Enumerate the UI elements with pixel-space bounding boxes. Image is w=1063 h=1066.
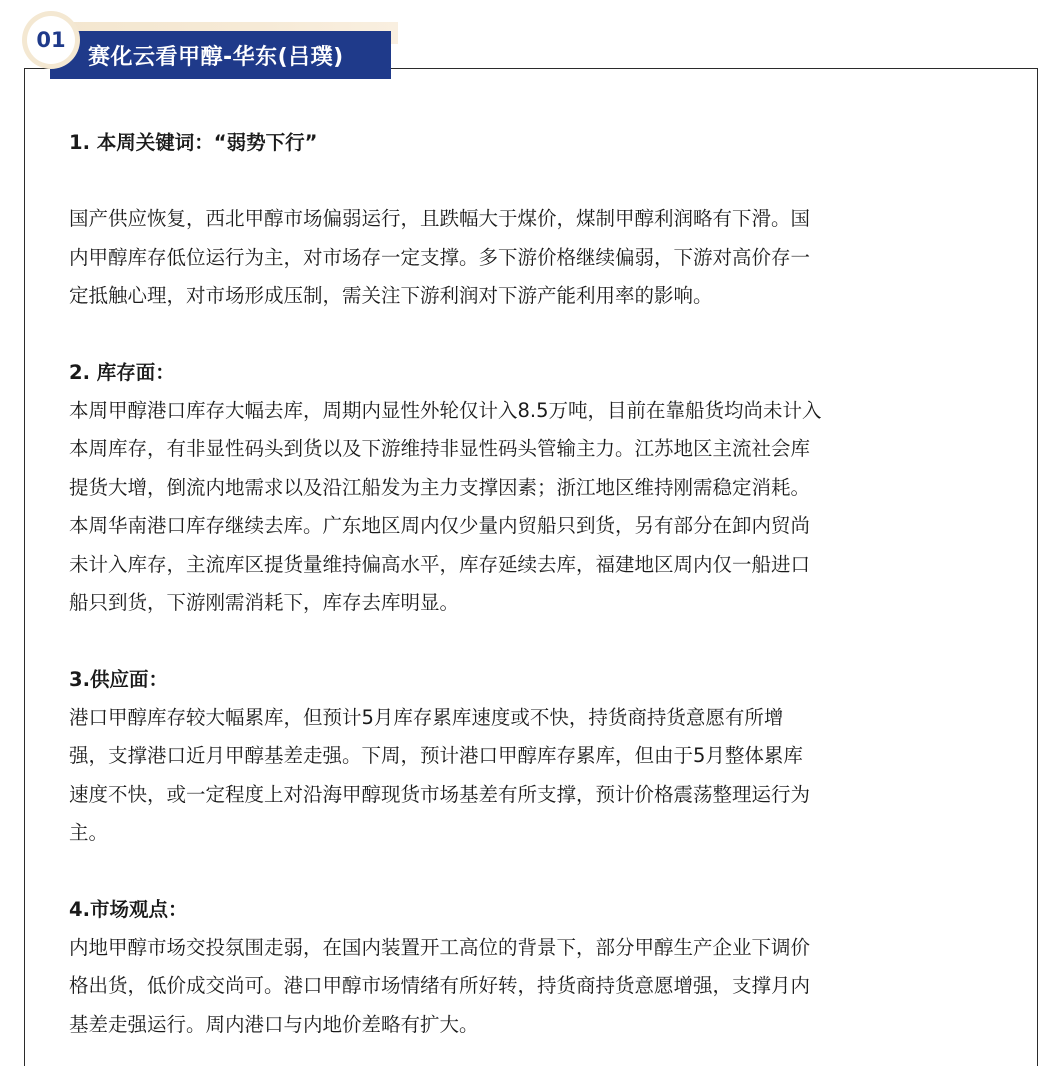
paragraph-line: 船只到货，下游刚需消耗下，库存去库明显。 (69, 591, 460, 614)
header-title: 赛化云看甲醇-华东(吕璞) (88, 44, 344, 70)
paragraph-line: 内地甲醇市场交投氛围走弱，在国内装置开工高位的背景下，部分甲醇生产企业下调价 (69, 935, 811, 959)
paragraph-line: 主。 (69, 821, 109, 844)
paragraph-line: 格出货，低价成交尚可。港口甲醇市场情绪有所好转，持货商持货意愿增强，支撑月内 (69, 974, 811, 997)
paragraph-line: 本周库存，有非显性码头到货以及下游维持非显性码头管输主力。江苏地区主流社会库 (69, 437, 811, 460)
paragraph-line: 基差走强运行。周内港口与内地价差略有扩大。 (69, 1012, 479, 1036)
header-bar (50, 31, 391, 79)
badge-number: 01 (27, 16, 75, 64)
paragraph-line: 强，支撑港口近月甲醇基差走强。下周，预计港口甲醇库存累库，但由于5月整体累库 (69, 744, 803, 767)
paragraph-line: 速度不快，或一定程度上对沿海甲醇现货市场基差有所支撑，预计价格震荡整理运行为 (69, 782, 811, 806)
paragraph-line: 本周华南港口库存继续去库。广东地区周内仅少量内贸船只到货，另有部分在卸内贸尚 (69, 514, 811, 537)
section-title-market-view: 4.市场观点： (69, 897, 188, 921)
article-body (69, 124, 999, 1044)
paragraph-line: 定抵触心理，对市场形成压制，需关注下游利润对下游产能利用率的影响。 (69, 284, 713, 307)
section-title-supply: 3.供应面： (69, 667, 168, 691)
section-title-keywords: 1. 本周关键词：“弱势下行” (69, 131, 318, 154)
paragraph-line: 提货大增，倒流内地需求以及沿江船发为主力支撑因素；浙江地区维持刚需稳定消耗。 (69, 475, 811, 499)
section-title-inventory: 2. 库存面： (69, 360, 175, 384)
paragraph-line: 港口甲醇库存较大幅累库，但预计5月库存累库速度或不快，持货商持货意愿有所增 (69, 705, 784, 729)
paragraph-line: 本周甲醇港口库存大幅去库，周期内显性外轮仅计入8.5万吨，目前在靠船货均尚未计入 (69, 398, 822, 422)
section-number-badge (22, 11, 80, 69)
paragraph-line: 内甲醇库存低位运行为主，对市场存一定支撑。多下游价格继续偏弱，下游对高价存一 (69, 245, 811, 269)
paragraph-line: 国产供应恢复，西北甲醇市场偏弱运行，且跌幅大于煤价，煤制甲醇利润略有下滑。国 (69, 207, 811, 230)
paragraph-line: 未计入库存，主流库区提货量维持偏高水平，库存延续去库，福建地区周内仅一船进口 (69, 552, 811, 576)
